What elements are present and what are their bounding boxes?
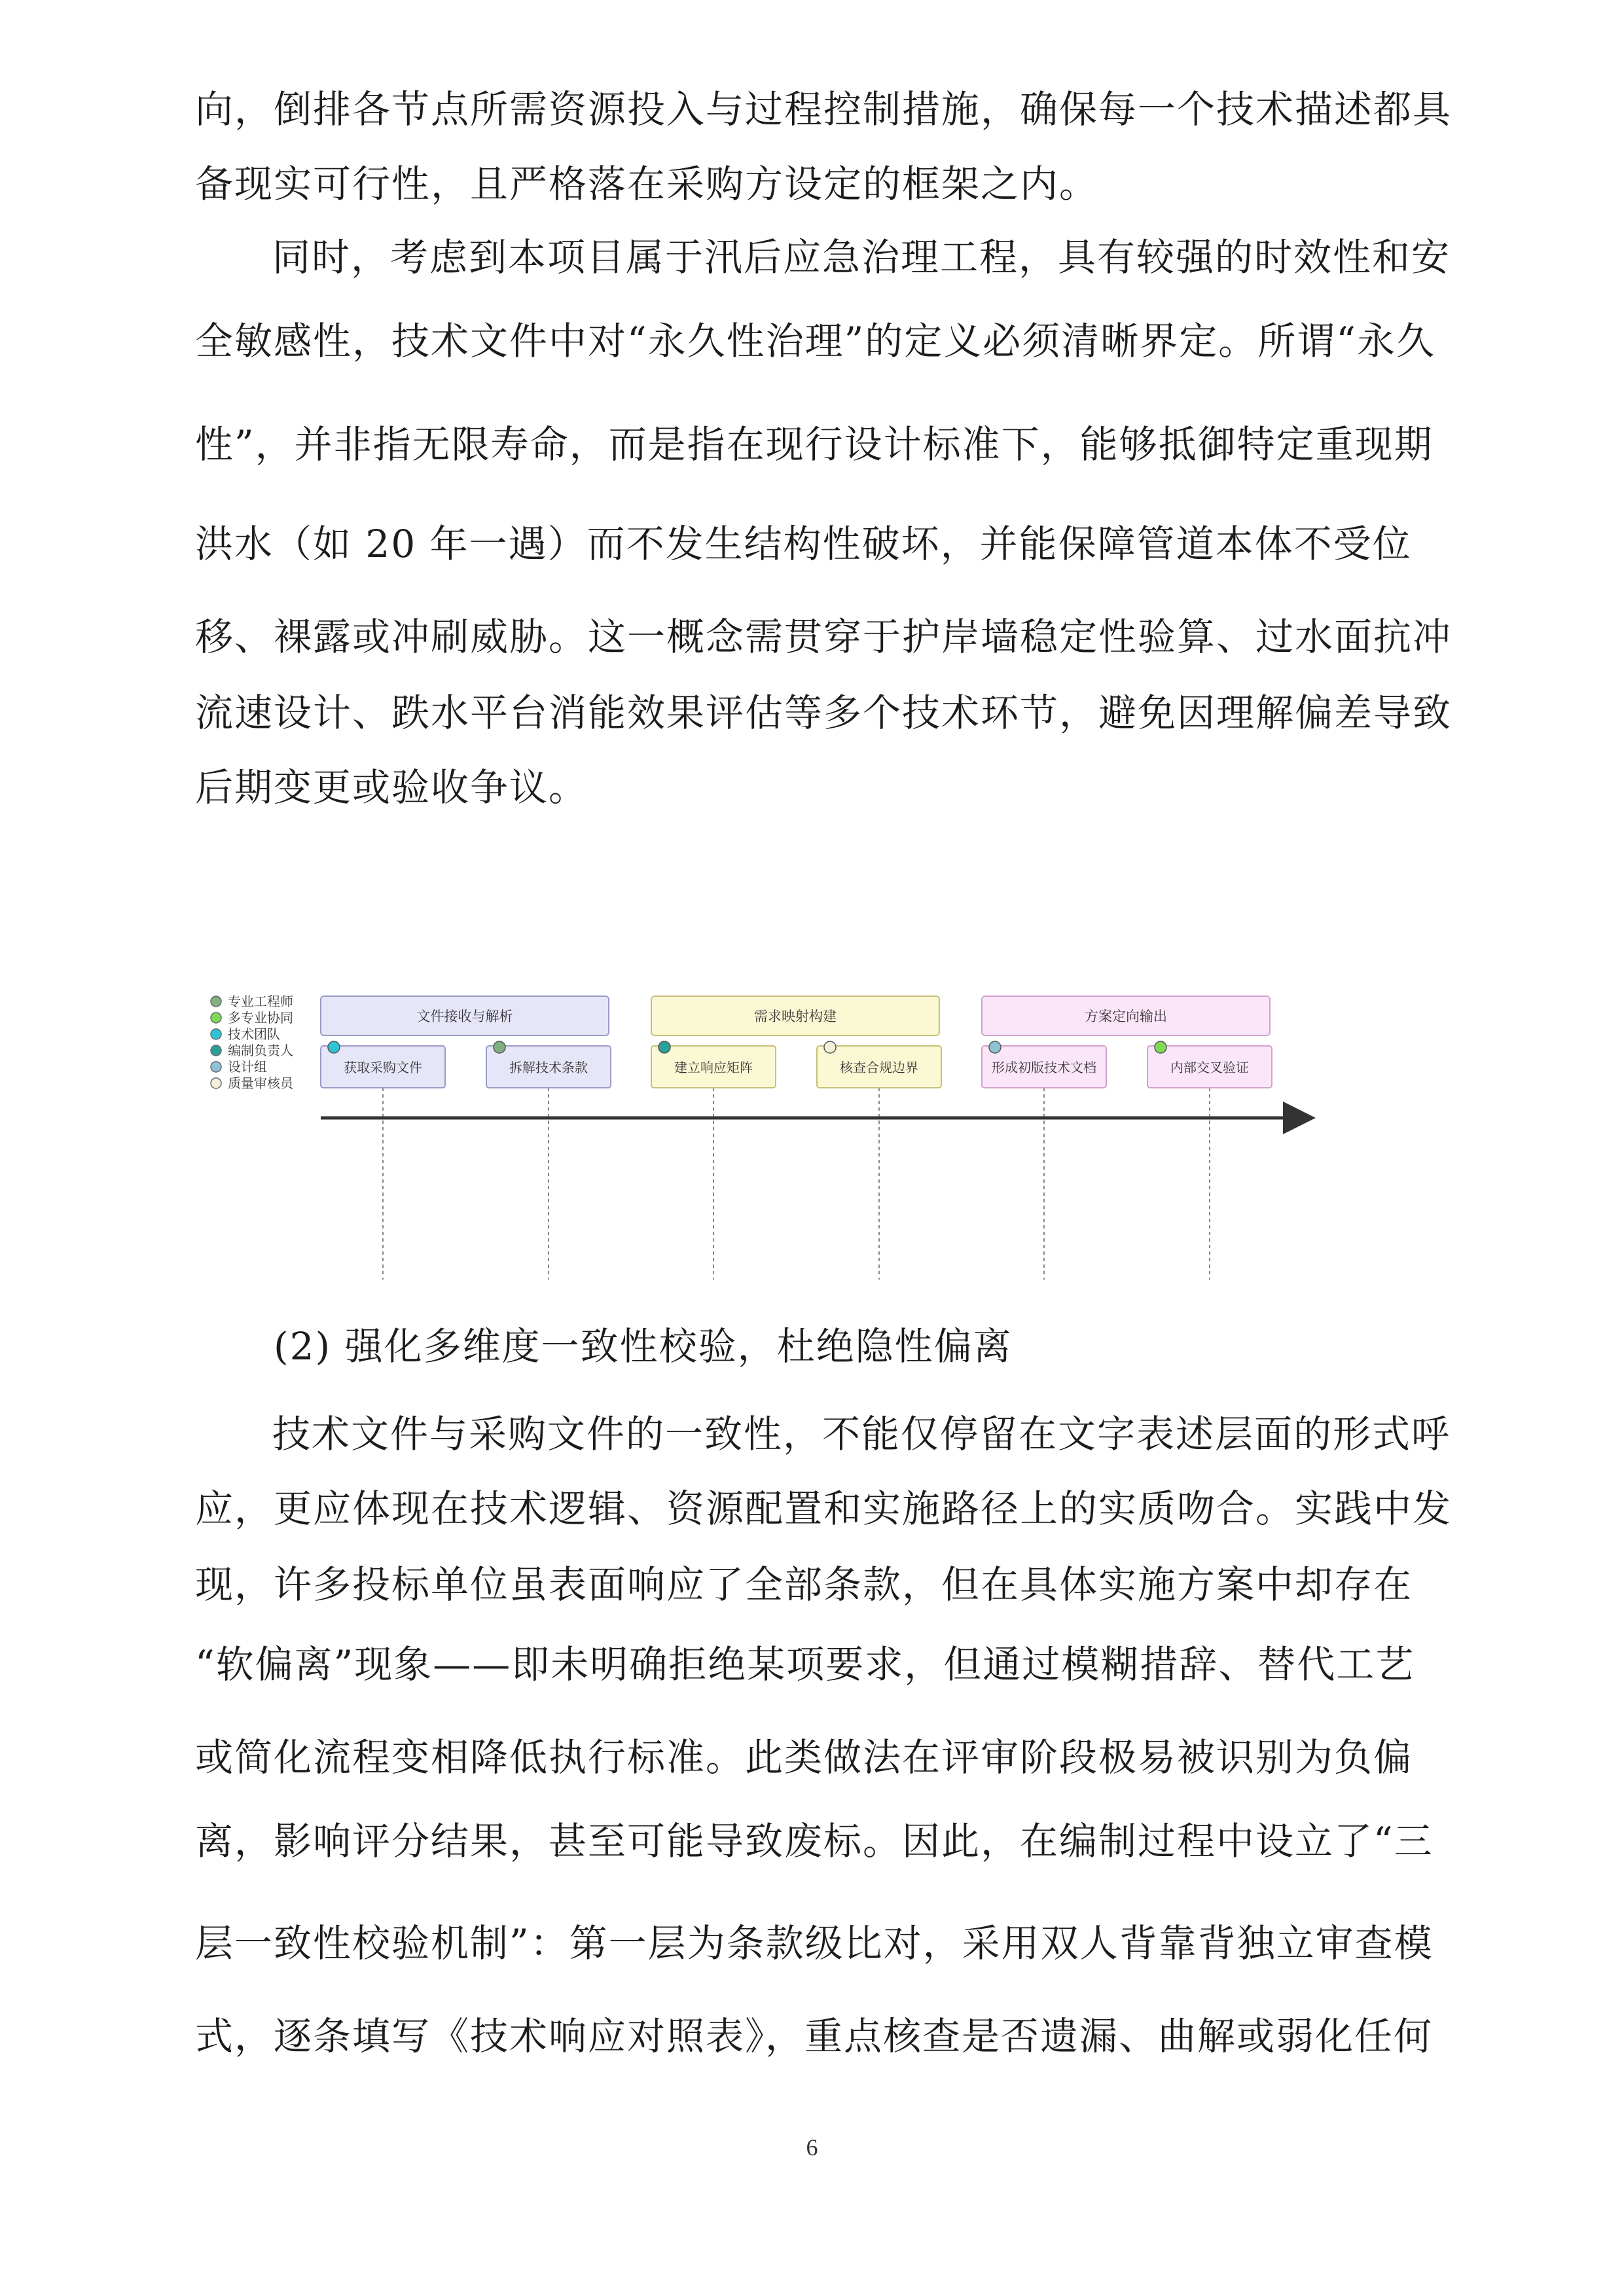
text-line: 洪水（如 20 年一遇）而不发生结构性破坏，并能保障管道本体不受位 (195, 522, 1412, 566)
legend-label: 编制负责人 (228, 1043, 293, 1058)
text-line: 式，逐条填写《技术响应对照表》，重点核查是否遗漏、曲解或弱化任何 (195, 2014, 1434, 2058)
text-line: 备现实可行性，且严格落在采购方设定的框架之内。 (195, 162, 1099, 206)
workflow-timeline-diagram (190, 982, 1342, 1289)
legend-label: 专业工程师 (228, 994, 293, 1009)
phase-label: 需求映射构建 (754, 1009, 837, 1024)
text-line: 后期变更或验收争议。 (195, 765, 588, 810)
legend-swatch (211, 996, 221, 1007)
legend-label: 质量审核员 (228, 1075, 293, 1091)
legend-swatch (211, 1029, 221, 1039)
task-status-dot (494, 1041, 505, 1053)
task-status-dot (328, 1041, 340, 1053)
section-heading: (2) 强化多维度一致性校验，杜绝隐性偏离 (274, 1324, 1013, 1369)
task-status-dot (659, 1041, 670, 1053)
text-line: 向，倒排各节点所需资源投入与过程控制措施，确保每一个技术描述都具 (195, 87, 1453, 132)
task-status-dot (1155, 1041, 1166, 1053)
text-line: 层一致性校验机制”：第一层为条款级比对，采用双人背靠背独立审查模 (195, 1921, 1434, 1965)
legend-swatch (211, 1013, 221, 1023)
task-status-dot (989, 1041, 1001, 1053)
text-line: 技术文件与采购文件的一致性，不能仅停留在文字表述层面的形式呼 (272, 1412, 1451, 1456)
text-line: 全敏感性，技术文件中对“永久性治理”的定义必须清晰界定。所谓“永久 (195, 319, 1435, 363)
legend-label: 设计组 (228, 1059, 267, 1075)
text-line: 流速设计、跌水平台消能效果评估等多个技术环节，避免因理解偏差导致 (195, 691, 1453, 735)
task-status-dot (824, 1041, 836, 1053)
legend-swatch (211, 1045, 221, 1056)
legend-swatch (211, 1062, 221, 1072)
task-label: 获取采购文件 (344, 1060, 422, 1075)
phase-label: 方案定向输出 (1085, 1009, 1167, 1024)
task-label: 核查合规边界 (840, 1060, 918, 1075)
text-line: 性”，并非指无限寿命，而是指在现行设计标准下，能够抵御特定重现期 (195, 422, 1434, 467)
text-line: 或简化流程变相降低执行标准。此类做法在评审阶段极易被识别为负偏 (195, 1735, 1413, 1780)
task-label: 内部交叉验证 (1170, 1060, 1249, 1075)
task-label: 形成初版技术文档 (992, 1060, 1096, 1075)
legend-swatch (211, 1078, 221, 1088)
text-line: 同时，考虑到本项目属于汛后应急治理工程，具有较强的时效性和安 (272, 235, 1451, 279)
phase-label: 文件接收与解析 (416, 1009, 513, 1024)
page-number: 6 (806, 2134, 818, 2161)
text-line: 移、裸露或冲刷威胁。这一概念需贯穿于护岸墙稳定性验算、过水面抗冲 (195, 615, 1453, 659)
text-line: “软偏离”现象——即未明确拒绝某项要求，但通过模糊措辞、替代工艺 (195, 1642, 1415, 1687)
legend-label: 多专业协同 (228, 1010, 293, 1026)
task-label: 拆解技术条款 (509, 1060, 588, 1075)
text-line: 应，更应体现在技术逻辑、资源配置和实施路径上的实质吻合。实践中发 (195, 1486, 1453, 1531)
text-line: 现，许多投标单位虽表面响应了全部条款，但在具体实施方案中却存在 (195, 1562, 1413, 1607)
legend-label: 技术团队 (228, 1026, 280, 1042)
text-line: 离，影响评分结果，甚至可能导致废标。因此，在编制过程中设立了“三 (195, 1819, 1434, 1863)
task-label: 建立响应矩阵 (674, 1060, 753, 1075)
